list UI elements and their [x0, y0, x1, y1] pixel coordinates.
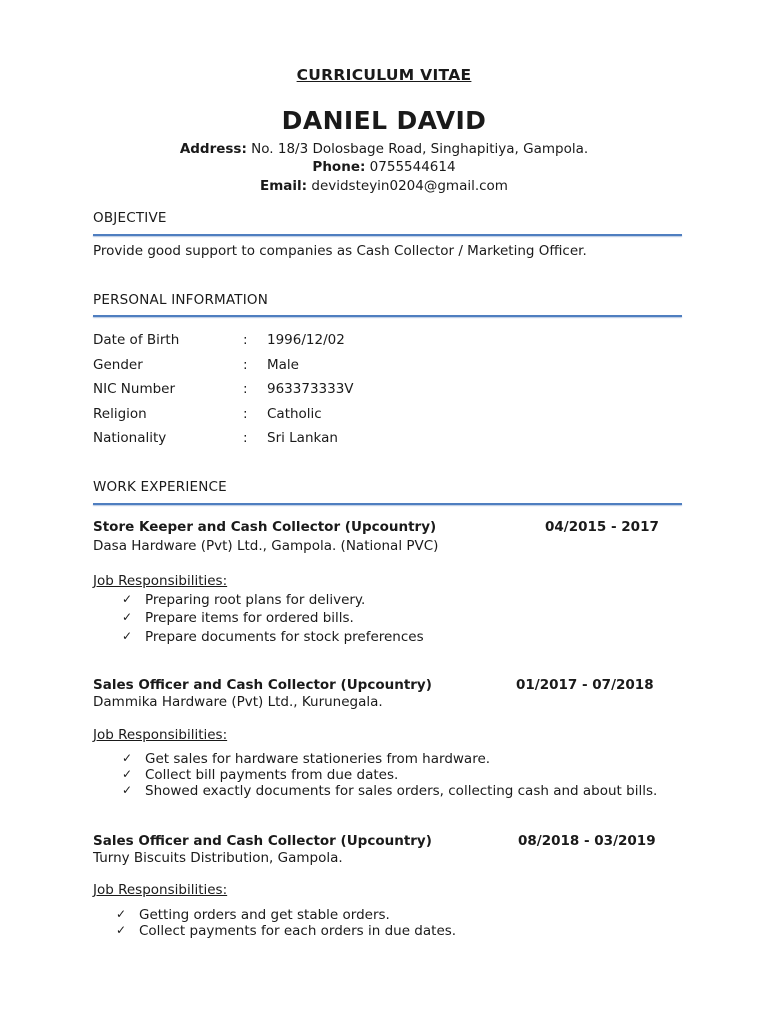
responsibility-text: Preparing root plans for delivery.	[145, 592, 366, 608]
objective-heading: OBJECTIVE	[93, 210, 167, 226]
responsibility-item	[122, 610, 354, 626]
responsibility-item	[116, 907, 390, 923]
job-title: Sales Officer and Cash Collector (Upcountry)	[93, 677, 432, 693]
responsibilities-heading: Job Responsibilities:	[93, 882, 228, 898]
document-title: CURRICULUM VITAE	[296, 66, 472, 84]
dob-value: 1996/12/02	[267, 332, 345, 348]
responsibility-item	[116, 923, 457, 939]
address-value: No. 18/3 Dolosbage Road, Singhapitiya, Gampola.	[251, 141, 589, 157]
check-icon: ✓	[122, 767, 133, 781]
responsibility-item	[122, 767, 399, 783]
religion-value: Catholic	[267, 406, 322, 422]
check-icon: ✓	[122, 629, 133, 643]
company-name: Dasa Hardware (Pvt) Ltd., Gampola. (National PVC)	[93, 538, 439, 554]
nationality-label: Nationality	[93, 430, 167, 446]
nationality-value: Sri Lankan	[267, 430, 338, 446]
address-line	[0, 141, 768, 157]
check-icon: ✓	[122, 751, 133, 765]
responsibility-text: Prepare documents for stock preferences	[145, 629, 424, 645]
address-label: Address:	[179, 141, 247, 157]
phone-value: 0755544614	[369, 159, 456, 175]
candidate-name: DANIEL DAVID	[281, 106, 487, 135]
job-dates: 08/2018 - 03/2019	[518, 833, 656, 849]
phone-line	[0, 159, 768, 175]
religion-colon: :	[243, 406, 248, 422]
religion-label: Religion	[93, 406, 147, 422]
email-value: devidsteyin0204@gmail.com	[311, 178, 508, 194]
responsibility-text: Get sales for hardware stationeries from hardware.	[145, 751, 491, 767]
dob-colon: :	[243, 332, 248, 348]
section-divider	[93, 234, 682, 236]
check-icon: ✓	[116, 923, 127, 937]
company-name: Turny Biscuits Distribution, Gampola.	[93, 850, 343, 866]
email-line	[0, 178, 768, 194]
responsibility-item	[122, 783, 658, 799]
job-title: Store Keeper and Cash Collector (Upcountry)	[93, 519, 437, 535]
section-divider	[93, 503, 682, 505]
email-label: Email:	[260, 178, 308, 194]
gender-label: Gender	[93, 357, 143, 373]
responsibility-item	[122, 592, 366, 608]
job-dates: 04/2015 - 2017	[545, 519, 659, 535]
gender-value: Male	[267, 357, 299, 373]
dob-label: Date of Birth	[93, 332, 180, 348]
objective-text: Provide good support to companies as Cash Collector / Marketing Officer.	[93, 243, 587, 259]
check-icon: ✓	[122, 592, 133, 606]
responsibility-text: Collect payments for each orders in due dates.	[139, 923, 457, 939]
job-dates: 01/2017 - 07/2018	[516, 677, 654, 693]
nic-colon: :	[243, 381, 248, 397]
work-experience-heading: WORK EXPERIENCE	[93, 479, 227, 495]
company-name: Dammika Hardware (Pvt) Ltd., Kurunegala.	[93, 694, 383, 710]
responsibility-text: Prepare items for ordered bills.	[145, 610, 354, 626]
check-icon: ✓	[122, 610, 133, 624]
responsibility-item	[122, 751, 491, 767]
responsibilities-heading: Job Responsibilities:	[93, 573, 228, 589]
check-icon: ✓	[116, 907, 127, 921]
responsibility-text: Getting orders and get stable orders.	[139, 907, 390, 923]
responsibilities-heading: Job Responsibilities:	[93, 727, 228, 743]
personal-info-heading: PERSONAL INFORMATION	[93, 292, 269, 308]
responsibility-text: Showed exactly documents for sales orders, collecting cash and about bills.	[145, 783, 658, 799]
responsibility-text: Collect bill payments from due dates.	[145, 767, 399, 783]
job-title: Sales Officer and Cash Collector (Upcountry)	[93, 833, 432, 849]
check-icon: ✓	[122, 783, 133, 797]
phone-label: Phone:	[312, 159, 366, 175]
nic-label: NIC Number	[93, 381, 176, 397]
responsibility-item	[122, 629, 424, 645]
nationality-colon: :	[243, 430, 248, 446]
gender-colon: :	[243, 357, 248, 373]
section-divider	[93, 315, 682, 317]
nic-value: 963373333V	[267, 381, 354, 397]
